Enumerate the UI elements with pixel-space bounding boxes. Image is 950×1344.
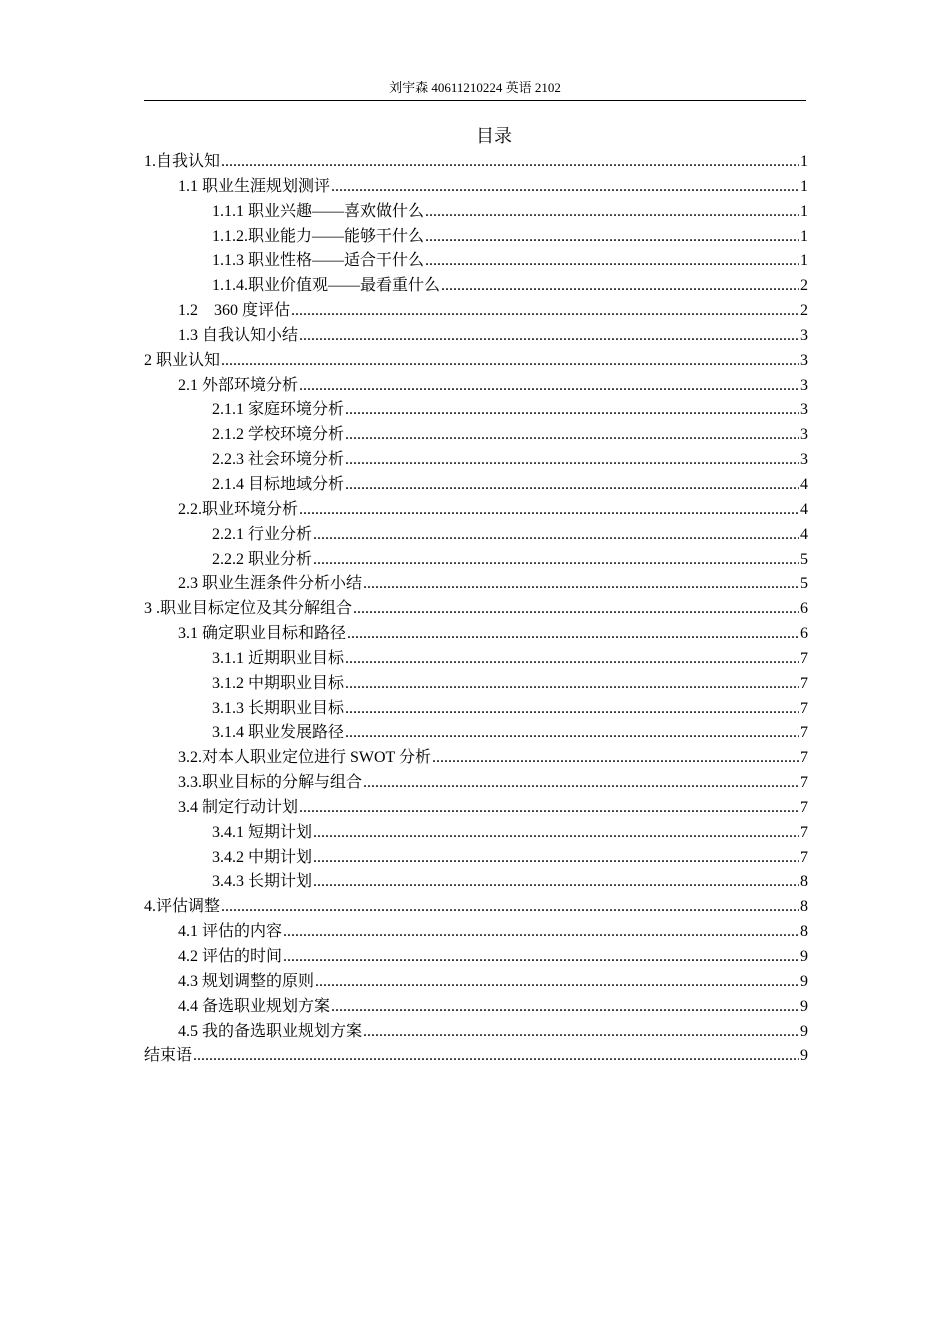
toc-entry-page-number: 4 [800, 500, 808, 518]
toc-dot-leader [345, 721, 799, 746]
toc-dot-leader [283, 945, 799, 970]
toc-entry[interactable] [144, 697, 808, 722]
toc-dot-leader [363, 1020, 799, 1045]
toc-entry[interactable] [144, 995, 808, 1020]
toc-entry-page-number: 8 [800, 923, 808, 941]
toc-entry-label: 2.3 职业生涯条件分析小结 [178, 575, 363, 593]
toc-entry-page-number: 3 [800, 351, 808, 369]
toc-entry-page-number: 1 [800, 177, 808, 195]
toc-entry-label: 2 职业认知 [144, 351, 221, 369]
toc-entry-page-number: 3 [800, 401, 808, 419]
toc-entry-page-number: 4 [800, 475, 808, 493]
toc-dot-leader [363, 771, 799, 796]
toc-entry[interactable] [144, 200, 808, 225]
toc-entry-label: 1.1.2.职业能力——能够干什么 [212, 227, 425, 245]
toc-entry[interactable] [144, 274, 808, 299]
toc-entry-label: 3.4.1 短期计划 [212, 823, 313, 841]
toc-entry-label: 4.4 备选职业规划方案 [178, 997, 331, 1015]
toc-entry-page-number: 2 [800, 302, 808, 320]
page-header: 刘宇森 40611210224 英语 2102 [389, 80, 561, 95]
toc-entry-label: 3.4.3 长期计划 [212, 873, 313, 891]
toc-entry-label: 2.2.职业环境分析 [178, 500, 299, 518]
toc-dot-leader [313, 548, 799, 573]
toc-entry[interactable] [144, 249, 808, 274]
toc-entry-label: 1.1.3 职业性格——适合干什么 [212, 252, 425, 270]
toc-dot-leader [345, 473, 799, 498]
toc-entry[interactable] [144, 349, 808, 374]
toc-entry-label: 2.1.2 学校环境分析 [212, 426, 345, 444]
toc-entry-page-number: 9 [800, 972, 808, 990]
toc-entry-page-number: 7 [800, 699, 808, 717]
toc-entry-label: 4.1 评估的内容 [178, 923, 283, 941]
toc-entry[interactable] [144, 398, 808, 423]
toc-entry-label: 3.4.2 中期计划 [212, 848, 313, 866]
toc-entry-page-number: 1 [800, 227, 808, 245]
toc-dot-leader [425, 225, 799, 250]
toc-entry-page-number: 6 [800, 625, 808, 643]
toc-entry-label: 2.2.1 行业分析 [212, 525, 313, 543]
toc-dot-leader [313, 821, 799, 846]
toc-dot-leader [441, 274, 799, 299]
toc-dot-leader [313, 846, 799, 871]
toc-entry-page-number: 7 [800, 848, 808, 866]
toc-entry-page-number: 4 [800, 525, 808, 543]
toc-entry-label: 1.1 职业生涯规划测评 [178, 177, 331, 195]
toc-entry-page-number: 7 [800, 798, 808, 816]
toc-dot-leader [345, 398, 799, 423]
toc-entry[interactable] [144, 622, 808, 647]
toc-entry-page-number: 2 [800, 277, 808, 295]
toc-entry[interactable] [144, 175, 808, 200]
toc-dot-leader [331, 995, 799, 1020]
toc-dot-leader [283, 920, 799, 945]
toc-entry-page-number: 1 [800, 202, 808, 220]
toc-entry-page-number: 8 [800, 898, 808, 916]
toc-entry-label: 3.1.2 中期职业目标 [212, 674, 345, 692]
toc-dot-leader [299, 374, 799, 399]
toc-entry[interactable] [144, 324, 808, 349]
toc-entry-page-number: 1 [800, 153, 808, 170]
toc-dot-leader [193, 1044, 799, 1069]
toc-dot-leader [291, 299, 799, 324]
toc-entry-label: 3.3.职业目标的分解与组合 [178, 774, 363, 792]
toc-entry-page-number: 9 [800, 997, 808, 1015]
toc-dot-leader [345, 647, 799, 672]
toc-entry[interactable] [144, 721, 808, 746]
toc-entry-label: 2.1.4 目标地域分析 [212, 475, 345, 493]
toc-dot-leader [299, 498, 799, 523]
toc-entry-page-number: 7 [800, 674, 808, 692]
toc-entry-page-number: 3 [800, 426, 808, 444]
toc-entry-page-number: 7 [800, 724, 808, 742]
toc-entry-label: 2.2.3 社会环境分析 [212, 451, 345, 469]
toc-title: 目录 [476, 126, 512, 146]
toc-entry-label: 3.1.1 近期职业目标 [212, 649, 345, 667]
toc-entry[interactable] [144, 548, 808, 573]
toc-entry-page-number: 3 [800, 326, 808, 344]
toc-entry-page-number: 7 [800, 823, 808, 841]
toc-dot-leader [425, 249, 799, 274]
toc-entry[interactable] [144, 473, 808, 498]
toc-entry-page-number: 9 [800, 948, 808, 965]
toc-entry-page-number: 3 [800, 451, 808, 469]
toc-dot-leader [345, 448, 799, 473]
toc-entry[interactable] [144, 970, 808, 995]
toc-entry[interactable] [144, 920, 808, 945]
toc-dot-leader [345, 672, 799, 697]
toc-entry-label: 1.3 自我认知小结 [178, 326, 299, 344]
header-divider [144, 100, 806, 101]
toc-entry-page-number: 8 [800, 873, 808, 891]
toc-entry[interactable] [144, 523, 808, 548]
toc-entry-label: 结束语 [144, 1047, 193, 1065]
toc-dot-leader [331, 175, 799, 200]
toc-entry-page-number: 5 [800, 550, 808, 568]
toc-dot-leader [353, 597, 799, 622]
toc-entry-label: 3 .职业目标定位及其分解组合 [144, 600, 353, 618]
toc-entry-label: 2.1 外部环境分析 [178, 376, 299, 394]
toc-entry-label: 4.3 规划调整的原则 [178, 972, 315, 990]
toc-dot-leader [347, 622, 799, 647]
toc-entry[interactable] [144, 374, 808, 399]
toc-entry[interactable] [144, 672, 808, 697]
toc-entry[interactable] [144, 423, 808, 448]
toc-entry-label: 4.2 评估的时间 [178, 948, 283, 965]
toc-entry[interactable] [144, 1020, 808, 1045]
toc-entry-page-number: 7 [800, 749, 808, 767]
toc-dot-leader [299, 324, 799, 349]
toc-entry-label: 1.1.1 职业兴趣——喜欢做什么 [212, 202, 425, 220]
toc-dot-leader [221, 150, 799, 175]
toc-entry[interactable] [144, 572, 808, 597]
toc-entry-page-number: 7 [800, 774, 808, 792]
toc-entry-label: 2.1.1 家庭环境分析 [212, 401, 345, 419]
toc-dot-leader [313, 870, 799, 895]
toc-entry-label: 1.1.4.职业价值观——最看重什么 [212, 277, 441, 295]
toc-entry-page-number: 7 [800, 649, 808, 667]
toc-dot-leader [299, 796, 799, 821]
toc-entry[interactable] [144, 1044, 808, 1069]
toc-dot-leader [432, 746, 799, 771]
toc-entry[interactable] [144, 597, 808, 622]
toc-entry-label: 4.评估调整 [144, 898, 221, 916]
toc-dot-leader [313, 523, 799, 548]
toc-entry[interactable] [144, 746, 808, 771]
toc-entry-label: 1.2 360 度评估 [178, 302, 291, 320]
toc-entry-label: 3.1.3 长期职业目标 [212, 699, 345, 717]
toc-entry[interactable] [144, 150, 808, 175]
toc-entry[interactable] [144, 796, 808, 821]
toc-entry-label: 4.5 我的备选职业规划方案 [178, 1022, 363, 1040]
toc-dot-leader [345, 423, 799, 448]
toc-entry[interactable] [144, 498, 808, 523]
toc-entry[interactable] [144, 870, 808, 895]
toc-dot-leader [345, 697, 799, 722]
toc-entry[interactable] [144, 821, 808, 846]
toc-dot-leader [221, 349, 799, 374]
toc-entry[interactable] [144, 945, 808, 970]
toc-entry[interactable] [144, 299, 808, 324]
toc-entry-label: 3.1.4 职业发展路径 [212, 724, 345, 742]
toc-entry[interactable] [144, 647, 808, 672]
toc-dot-leader [425, 200, 799, 225]
toc-entry-page-number: 5 [800, 575, 808, 593]
toc-entry-label: 3.1 确定职业目标和路径 [178, 625, 347, 643]
toc-entry-label: 2.2.2 职业分析 [212, 550, 313, 568]
toc-entry[interactable] [144, 448, 808, 473]
toc-entry[interactable] [144, 895, 808, 920]
toc-entry[interactable] [144, 771, 808, 796]
toc-dot-leader [315, 970, 799, 995]
toc-entry-label: 1.自我认知 [144, 153, 221, 170]
toc-entry-page-number: 9 [800, 1047, 808, 1065]
toc-dot-leader [221, 895, 799, 920]
toc-entry-page-number: 3 [800, 376, 808, 394]
toc-dot-leader [363, 572, 799, 597]
toc-entry-page-number: 1 [800, 252, 808, 270]
toc-entry-label: 3.2.对本人职业定位进行 SWOT 分析 [178, 749, 432, 767]
toc-entry[interactable] [144, 225, 808, 250]
toc-entry-page-number: 9 [800, 1022, 808, 1040]
toc-entry-page-number: 6 [800, 600, 808, 618]
table-of-contents [144, 150, 808, 1069]
toc-entry[interactable] [144, 846, 808, 871]
toc-entry-label: 3.4 制定行动计划 [178, 798, 299, 816]
